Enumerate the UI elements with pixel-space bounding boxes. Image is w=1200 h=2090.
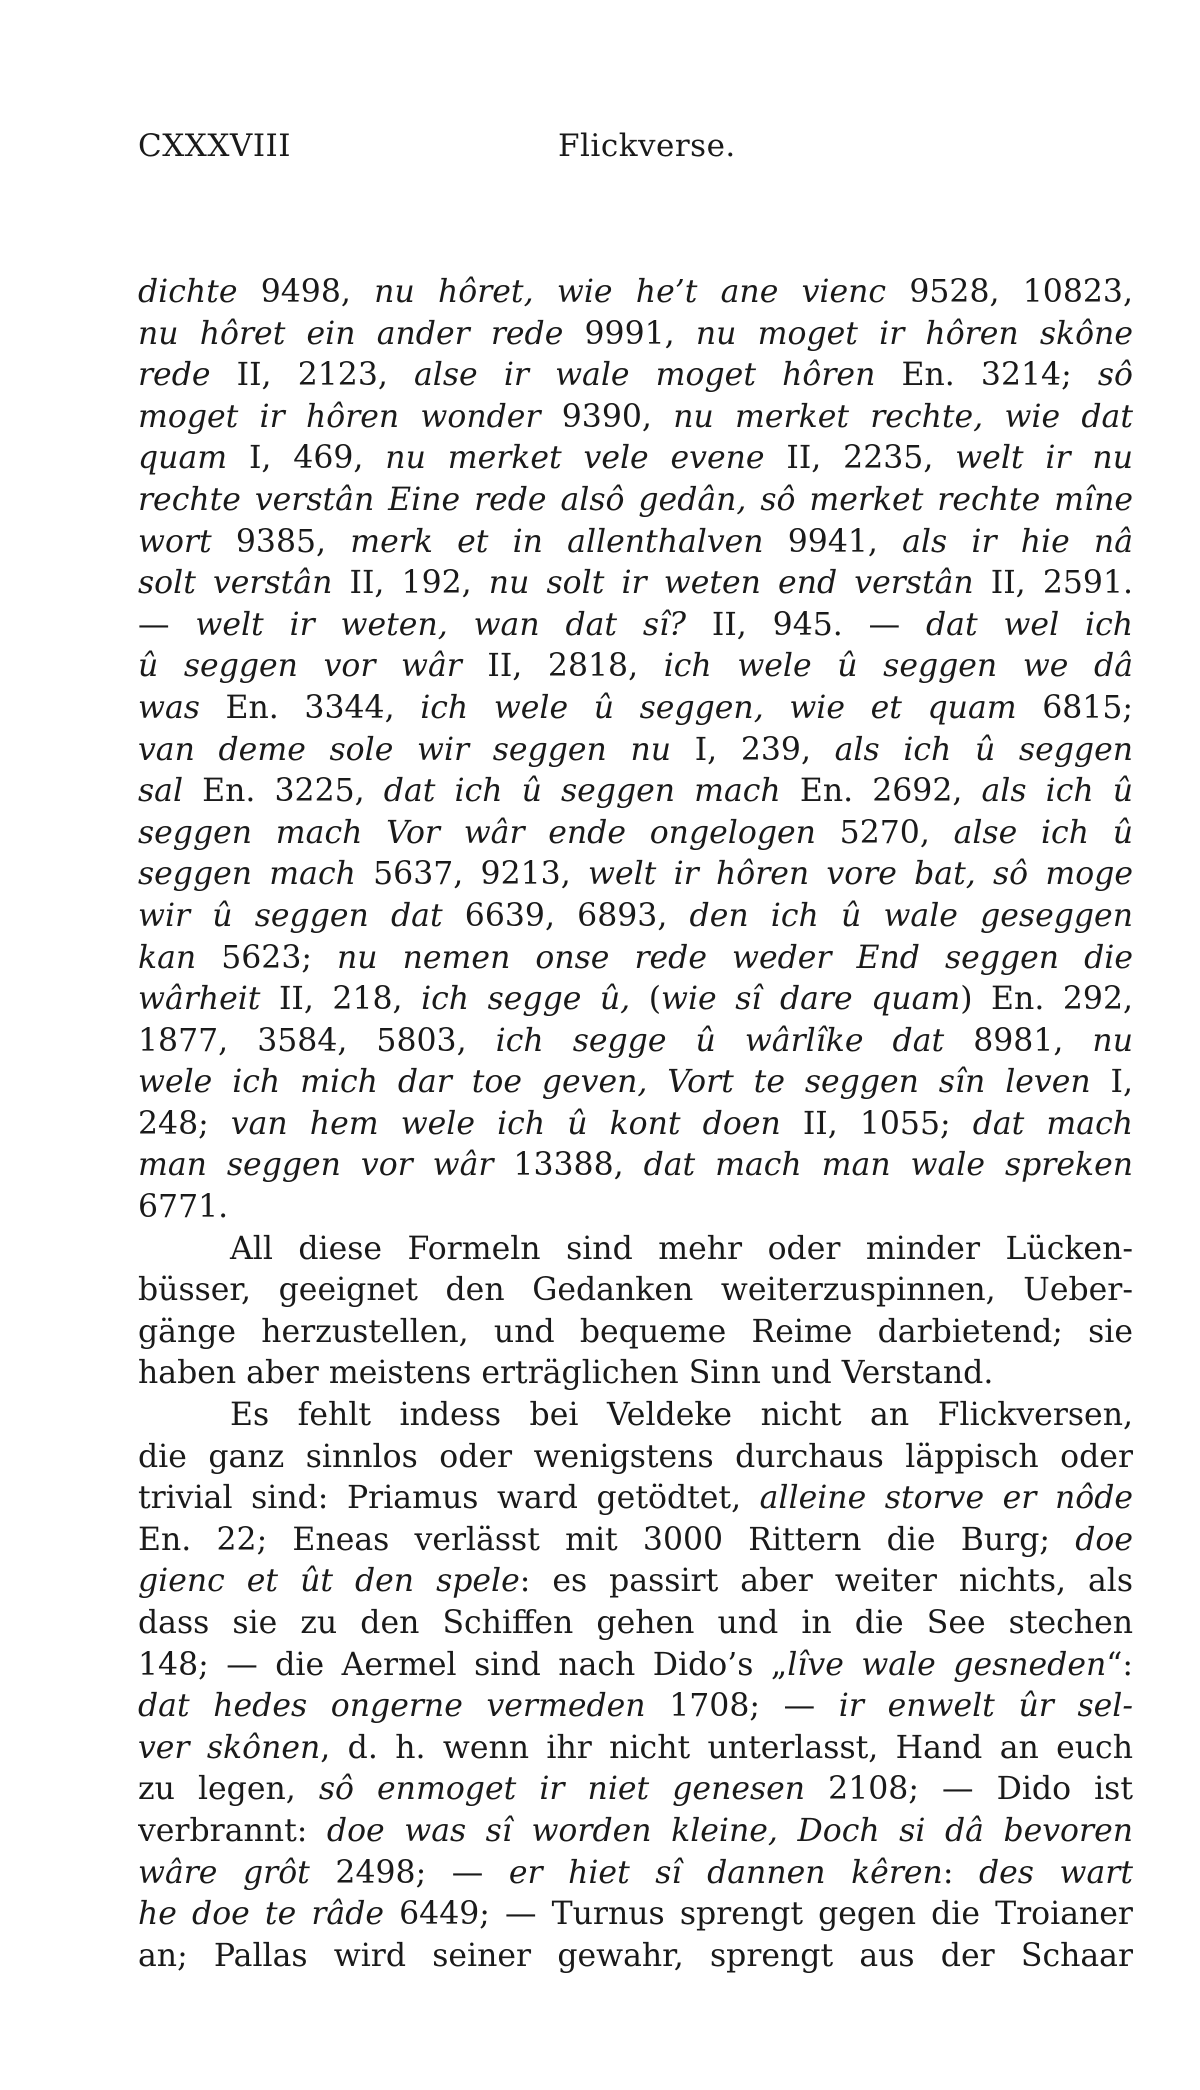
italic-quote: dat mach xyxy=(972,1105,1133,1142)
text-segment: II, 2591. xyxy=(973,565,1133,602)
italic-quote: nu hôret ein ander rede xyxy=(138,315,564,352)
text-line xyxy=(138,1353,1133,1395)
text-segment: II, 2818, xyxy=(461,648,664,685)
italic-quote: nu merket vele evene xyxy=(385,440,765,477)
text-segment: die ganz sinnlos oder wenigstens durchaus läppisch oder xyxy=(138,1438,1133,1475)
italic-quote: solt verstân xyxy=(138,565,333,602)
text-segment: Es fehlt indess bei Veldeke nicht an Flickversen, xyxy=(230,1397,1133,1434)
text-line xyxy=(138,1478,1133,1520)
text-segment: 9991, xyxy=(563,315,696,352)
text-segment: 6639, 6893, xyxy=(442,897,690,934)
text-line xyxy=(138,1645,1133,1687)
text-line xyxy=(138,1229,1133,1271)
text-line xyxy=(138,522,1133,564)
italic-quote: als ich û xyxy=(981,773,1133,810)
body-text xyxy=(138,272,1133,1977)
text-segment: 9390, xyxy=(540,398,674,435)
text-line xyxy=(138,1395,1133,1437)
text-line xyxy=(138,1728,1133,1770)
italic-quote: was xyxy=(138,689,200,726)
running-title: Flickverse. xyxy=(558,128,736,164)
text-line xyxy=(138,1769,1133,1811)
italic-quote: dat hedes ongerne vermeden xyxy=(138,1688,646,1725)
text-segment: ( xyxy=(630,981,662,1018)
text-line xyxy=(138,1270,1133,1312)
text-line xyxy=(138,1145,1133,1187)
text-line xyxy=(138,355,1133,397)
text-segment: 5637, 9213, xyxy=(355,856,588,893)
text-line xyxy=(138,1561,1133,1603)
italic-quote: moget ir hôren wonder xyxy=(138,398,541,435)
italic-quote: lîve wale gesneden xyxy=(787,1646,1107,1683)
italic-quote: dat ich û seggen mach xyxy=(383,773,781,810)
italic-quote: ich segge û wârlîke dat xyxy=(495,1022,945,1059)
italic-quote: seggen mach xyxy=(138,856,356,893)
italic-quote: van hem wele ich û kont doen xyxy=(230,1105,781,1142)
text-segment: En. 3344, xyxy=(199,689,421,726)
text-segment: gänge herzustellen, und bequeme Reime darbietend; sie xyxy=(138,1313,1133,1350)
italic-quote: des wart xyxy=(978,1854,1133,1891)
text-line xyxy=(138,1021,1133,1063)
text-line xyxy=(138,1811,1133,1853)
text-segment: 2108; — Dido ist xyxy=(805,1771,1133,1808)
italic-quote: ich segge û, xyxy=(421,981,631,1018)
italic-quote: sal xyxy=(138,773,184,810)
italic-quote: sô enmoget ir niet genesen xyxy=(318,1771,806,1808)
text-line xyxy=(138,397,1133,439)
italic-quote: welt ir weten, wan dat sî? xyxy=(195,606,687,643)
text-line xyxy=(138,854,1133,896)
italic-quote: rechte verstân Eine rede alsô gedân, sô merket rechte mîne xyxy=(138,481,1133,518)
text-line xyxy=(138,314,1133,356)
text-segment: 6449; — Turnus sprengt gegen die Troianer xyxy=(384,1896,1133,1933)
text-segment: II, 2123, xyxy=(210,357,415,394)
text-line xyxy=(138,646,1133,688)
italic-quote: den ich û wale geseggen xyxy=(689,897,1133,934)
text-segment: “: xyxy=(1106,1646,1133,1683)
text-line xyxy=(138,979,1133,1021)
text-line xyxy=(138,272,1133,314)
italic-quote: als ich û seggen xyxy=(834,731,1133,768)
italic-quote: er hiet sî dannen kêren xyxy=(508,1854,943,1891)
text-segment: 8981, xyxy=(944,1022,1093,1059)
text-segment: an; Pallas wird seiner gewahr, sprengt aus der Schaar xyxy=(138,1937,1133,1974)
italic-quote: wâre grôt xyxy=(138,1854,310,1891)
text-segment: 248; xyxy=(138,1105,231,1142)
italic-quote: doe xyxy=(1075,1521,1133,1558)
italic-quote: wele ich mich dar toe geven, Vort te seggen sîn leven xyxy=(138,1064,1091,1101)
page-number: CXXXVIII xyxy=(138,128,292,164)
italic-quote: ich wele û seggen we dâ xyxy=(663,648,1133,685)
text-line xyxy=(138,730,1133,772)
text-segment: I, 469, xyxy=(227,440,386,477)
text-line xyxy=(138,605,1133,647)
text-segment: 1708; — xyxy=(645,1688,839,1725)
italic-quote: ich wele û seggen, wie et quam xyxy=(420,689,1017,726)
italic-quote: gienc et ût den spele xyxy=(138,1563,520,1600)
text-segment: , d. h. wenn ihr nicht unterlasst, Hand an euch xyxy=(320,1729,1133,1766)
text-segment: ) En. 292, xyxy=(960,981,1133,1018)
text-segment: 9385, xyxy=(211,523,351,560)
text-line xyxy=(138,1187,1133,1229)
italic-quote: als ir hie nâ xyxy=(902,523,1133,560)
italic-quote: welt ir hôren vore bat, sô moge xyxy=(587,856,1133,893)
text-segment: 6815; xyxy=(1016,689,1133,726)
text-line xyxy=(138,1936,1133,1978)
italic-quote: dichte xyxy=(138,274,238,310)
italic-quote: van deme sole wir seggen nu xyxy=(138,731,672,768)
text-segment: zu legen, xyxy=(138,1771,319,1808)
italic-quote: ver skônen xyxy=(138,1729,321,1766)
text-line xyxy=(138,688,1133,730)
italic-quote: nu moget ir hôren skône xyxy=(695,315,1133,352)
italic-quote: nu hôret, wie he’t ane vienc xyxy=(374,274,887,310)
italic-quote: wort xyxy=(138,523,212,560)
text-line xyxy=(138,1062,1133,1104)
italic-quote: alse ich û xyxy=(953,814,1133,851)
text-segment: 148; — die Aermel sind nach Dido’s „ xyxy=(138,1646,788,1683)
italic-quote: wârheit xyxy=(138,981,261,1018)
text-segment: trivial sind: Priamus ward getödtet, xyxy=(138,1480,760,1517)
book-page xyxy=(138,120,1133,1977)
italic-quote: nu merket rechte, wie dat xyxy=(673,398,1133,435)
italic-quote: nu nemen onse rede weder End seggen die xyxy=(337,939,1133,976)
text-line xyxy=(138,896,1133,938)
text-segment: haben aber meistens erträglichen Sinn und Verstand. xyxy=(138,1355,994,1392)
italic-quote: rede xyxy=(138,357,211,394)
text-segment: En. 22; Eneas verlässt mit 3000 Rittern die Burg; xyxy=(138,1521,1076,1558)
text-line xyxy=(138,1104,1133,1146)
text-segment: II, 2235, xyxy=(764,440,956,477)
text-segment: I, 239, xyxy=(671,731,835,768)
text-segment: : es passirt aber weiter nichts, als xyxy=(519,1563,1133,1600)
text-line xyxy=(138,1312,1133,1354)
text-segment: I, xyxy=(1090,1064,1133,1101)
italic-quote: doe was sî worden kleine, Doch si dâ bevoren xyxy=(326,1812,1133,1849)
italic-quote: dat wel ich xyxy=(926,606,1133,643)
text-segment: II, 218, xyxy=(260,981,422,1018)
italic-quote: alleine storve er nôde xyxy=(759,1480,1133,1517)
text-line xyxy=(138,563,1133,605)
text-segment: 6771. xyxy=(138,1189,229,1226)
italic-quote: man seggen vor wâr xyxy=(138,1147,494,1184)
text-line xyxy=(138,1853,1133,1895)
text-segment: 13388, xyxy=(493,1147,644,1184)
text-line xyxy=(138,1686,1133,1728)
italic-quote: quam xyxy=(138,440,228,477)
text-line xyxy=(138,938,1133,980)
italic-quote: seggen mach Vor wâr ende ongelogen xyxy=(138,814,816,851)
text-line xyxy=(138,1520,1133,1562)
text-segment: En. 2692, xyxy=(780,773,982,810)
italic-quote: he doe te râde xyxy=(138,1896,384,1933)
italic-quote: ir enwelt ûr sel- xyxy=(838,1688,1133,1725)
text-segment: En. 3214; xyxy=(875,357,1098,394)
text-segment: All diese Formeln sind mehr oder minder Lücken- xyxy=(230,1230,1133,1267)
text-segment: 9528, 10823, xyxy=(886,274,1133,310)
text-segment: dass sie zu den Schiffen gehen und in die See stechen xyxy=(138,1605,1133,1641)
text-segment: 1877, 3584, 5803, xyxy=(138,1022,496,1059)
text-segment: 9498, xyxy=(237,274,375,310)
text-line xyxy=(138,480,1133,522)
text-segment: En. 3225, xyxy=(183,773,384,810)
italic-quote: sô xyxy=(1097,357,1133,394)
text-segment: 2498; — xyxy=(309,1854,509,1891)
text-line xyxy=(138,1437,1133,1479)
text-line xyxy=(138,438,1133,480)
italic-quote: kan xyxy=(138,939,197,976)
italic-quote: wie sî dare quam xyxy=(661,981,961,1018)
text-segment: verbrannt: xyxy=(138,1812,327,1849)
text-line xyxy=(138,771,1133,813)
text-line xyxy=(138,1603,1133,1645)
text-line xyxy=(138,813,1133,855)
italic-quote: nu xyxy=(1092,1022,1133,1059)
text-segment: : xyxy=(942,1854,979,1891)
text-segment: II, 1055; xyxy=(780,1105,973,1142)
text-segment: 5270, xyxy=(815,814,954,851)
running-header xyxy=(138,120,1133,180)
italic-quote: û seggen vor wâr xyxy=(138,648,462,685)
text-line xyxy=(138,1894,1133,1936)
text-segment: — xyxy=(138,606,196,643)
italic-quote: welt ir nu xyxy=(955,440,1133,477)
italic-quote: alse ir wale moget hôren xyxy=(414,357,876,394)
italic-quote: dat mach man wale spreken xyxy=(643,1147,1133,1184)
italic-quote: wir û seggen dat xyxy=(138,897,443,934)
text-segment: II, 192, xyxy=(332,565,489,602)
italic-quote: merk et in allenthalven xyxy=(350,523,764,560)
text-segment: II, 945. — xyxy=(686,606,927,643)
text-segment: 5623; xyxy=(196,939,338,976)
italic-quote: nu solt ir weten end verstân xyxy=(488,565,974,602)
text-segment: 9941, xyxy=(763,523,903,560)
text-segment: büsser, geeignet den Gedanken weiterzuspinnen, Ueber- xyxy=(138,1272,1133,1309)
